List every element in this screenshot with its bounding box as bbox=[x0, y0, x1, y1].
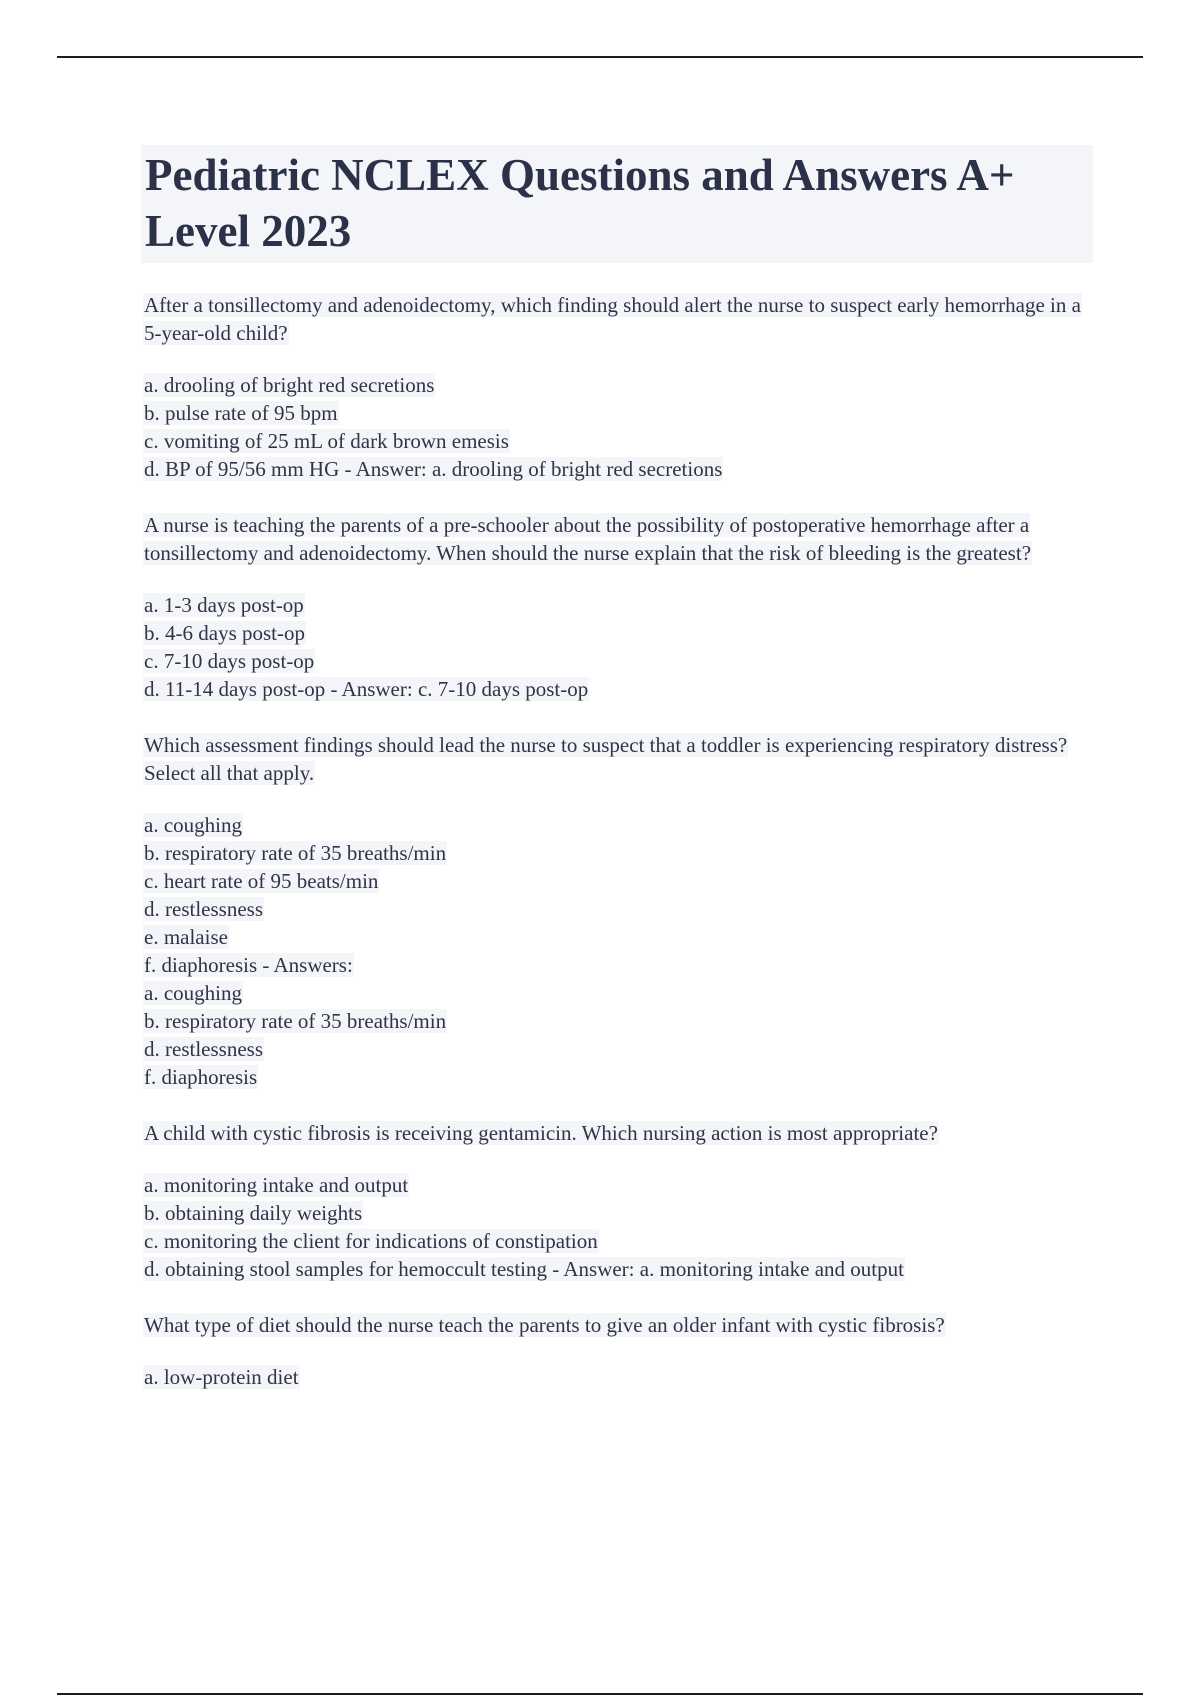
bottom-rule bbox=[57, 1693, 1143, 1695]
question-text: A nurse is teaching the parents of a pre-schooler about the possibility of postoperative hemorrhage after a tonsillectomy and adenoidectomy. When should the nurse explain that the risk of bleeding is the greatest? bbox=[144, 513, 1032, 565]
option-item-answer: d. obtaining stool samples for hemoccult testing - Answer: a. monitoring intake and output bbox=[144, 1257, 904, 1281]
document-body bbox=[143, 145, 1093, 1391]
option-item-answer: d. BP of 95/56 mm HG - Answer: a. drooling of bright red secretions bbox=[144, 457, 723, 481]
option-item-answer: f. diaphoresis - Answers: bbox=[144, 953, 353, 977]
option-item: e. malaise bbox=[144, 925, 228, 949]
question-text: A child with cystic fibrosis is receiving gentamicin. Which nursing action is most appropriate? bbox=[144, 1121, 938, 1145]
option-item: c. vomiting of 25 mL of dark brown emesis bbox=[144, 429, 509, 453]
option-item: a. drooling of bright red secretions bbox=[144, 373, 435, 397]
option-item-answer: d. 11-14 days post-op - Answer: c. 7-10 days post-op bbox=[144, 677, 589, 701]
answer-item: a. coughing bbox=[144, 981, 242, 1005]
page-title: Pediatric NCLEX Questions and Answers A+ Level 2023 bbox=[145, 150, 1015, 256]
option-item: c. monitoring the client for indications of constipation bbox=[144, 1229, 598, 1253]
option-item: a. low-protein diet bbox=[144, 1365, 299, 1389]
options-list bbox=[143, 1363, 1093, 1391]
question-text: After a tonsillectomy and adenoidectomy, which finding should alert the nurse to suspect early hemorrhage in a 5-year-old child? bbox=[144, 293, 1081, 345]
option-item: a. coughing bbox=[144, 813, 242, 837]
title-block bbox=[141, 145, 1093, 263]
option-item: b. obtaining daily weights bbox=[144, 1201, 363, 1225]
question-text: Which assessment findings should lead the nurse to suspect that a toddler is experiencing respiratory distress? Select all that apply. bbox=[144, 733, 1068, 785]
option-item: c. 7-10 days post-op bbox=[144, 649, 315, 673]
option-item: b. pulse rate of 95 bpm bbox=[144, 401, 338, 425]
question-text: What type of diet should the nurse teach the parents to give an older infant with cystic fibrosis? bbox=[144, 1313, 945, 1337]
question-block-2 bbox=[143, 511, 1093, 703]
question-block-3 bbox=[143, 731, 1093, 1091]
answer-item: f. diaphoresis bbox=[144, 1065, 258, 1089]
options-list bbox=[143, 1171, 1093, 1283]
question-block-4 bbox=[143, 1119, 1093, 1283]
answer-item: d. restlessness bbox=[144, 1037, 263, 1061]
options-list bbox=[143, 371, 1093, 483]
options-list bbox=[143, 811, 1093, 1091]
question-block-5 bbox=[143, 1311, 1093, 1391]
options-list bbox=[143, 591, 1093, 703]
question-block-1 bbox=[143, 291, 1093, 483]
option-item: a. monitoring intake and output bbox=[144, 1173, 409, 1197]
top-rule bbox=[57, 56, 1143, 58]
option-item: c. heart rate of 95 beats/min bbox=[144, 869, 379, 893]
option-item: a. 1-3 days post-op bbox=[144, 593, 304, 617]
option-item: b. respiratory rate of 35 breaths/min bbox=[144, 841, 447, 865]
answer-item: b. respiratory rate of 35 breaths/min bbox=[144, 1009, 447, 1033]
option-item: d. restlessness bbox=[144, 897, 263, 921]
option-item: b. 4-6 days post-op bbox=[144, 621, 305, 645]
